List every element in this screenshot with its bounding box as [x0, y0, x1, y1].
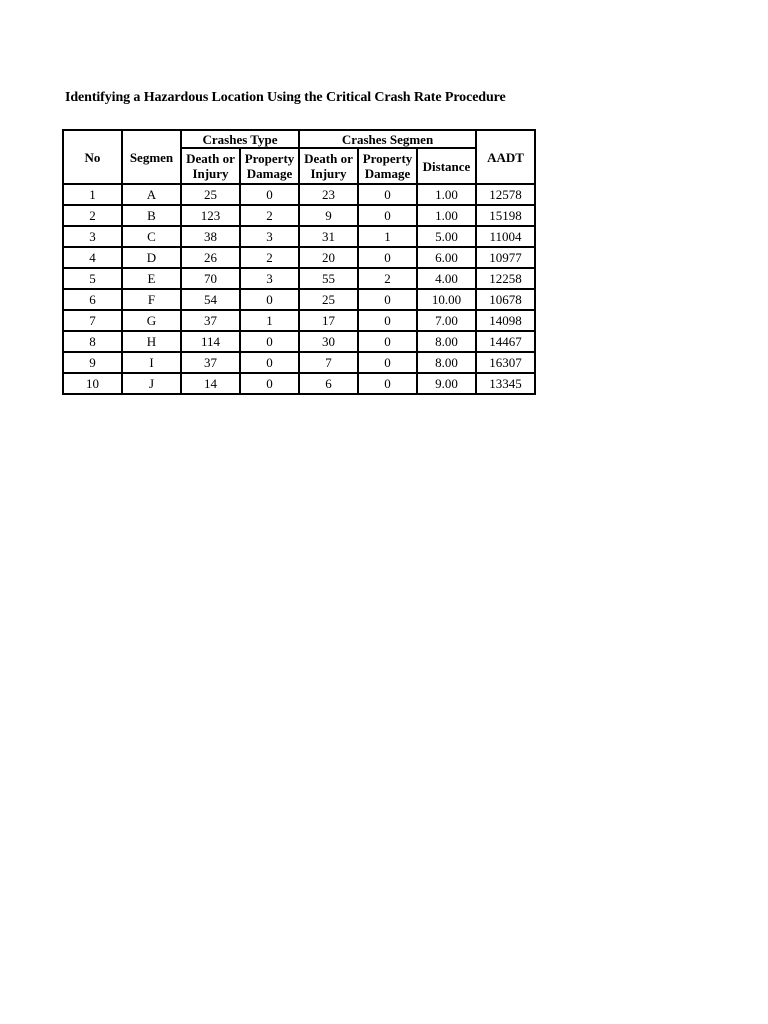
table-row — [63, 289, 535, 310]
cell-segment: D — [122, 247, 181, 268]
table-row — [63, 268, 535, 289]
cell-no: 7 — [63, 310, 122, 331]
cell-segment: A — [122, 184, 181, 205]
cell-aadt: 11004 — [476, 226, 535, 247]
cell-distance: 1.00 — [417, 205, 476, 226]
cell-type-property-damage: 0 — [240, 352, 299, 373]
cell-distance: 10.00 — [417, 289, 476, 310]
cell-type-death-injury: 54 — [181, 289, 240, 310]
cell-type-death-injury: 38 — [181, 226, 240, 247]
cell-no: 9 — [63, 352, 122, 373]
cell-segment: F — [122, 289, 181, 310]
cell-segment-property-damage: 0 — [358, 310, 417, 331]
cell-type-death-injury: 70 — [181, 268, 240, 289]
table-row — [63, 331, 535, 352]
cell-segment-death-injury: 31 — [299, 226, 358, 247]
cell-distance: 4.00 — [417, 268, 476, 289]
cell-segment-death-injury: 30 — [299, 331, 358, 352]
header-segment-property-damage: Property Damage — [358, 148, 417, 184]
cell-type-property-damage: 2 — [240, 247, 299, 268]
cell-segment-property-damage: 1 — [358, 226, 417, 247]
table-body — [63, 184, 535, 394]
cell-distance: 8.00 — [417, 331, 476, 352]
cell-distance: 1.00 — [417, 184, 476, 205]
cell-type-property-damage: 1 — [240, 310, 299, 331]
cell-no: 3 — [63, 226, 122, 247]
cell-segment-death-injury: 55 — [299, 268, 358, 289]
header-crashes-type: Crashes Type — [181, 130, 299, 148]
table-row — [63, 226, 535, 247]
cell-segment-death-injury: 7 — [299, 352, 358, 373]
cell-aadt: 12258 — [476, 268, 535, 289]
table-row — [63, 352, 535, 373]
header-segment: Segmen — [122, 130, 181, 184]
table-row — [63, 373, 535, 394]
cell-type-property-damage: 3 — [240, 268, 299, 289]
cell-segment-death-injury: 20 — [299, 247, 358, 268]
cell-aadt: 10977 — [476, 247, 535, 268]
cell-type-death-injury: 37 — [181, 310, 240, 331]
cell-segment: I — [122, 352, 181, 373]
header-distance: Distance — [417, 148, 476, 184]
cell-segment-death-injury: 6 — [299, 373, 358, 394]
cell-type-property-damage: 0 — [240, 289, 299, 310]
cell-type-property-damage: 2 — [240, 205, 299, 226]
cell-segment-death-injury: 23 — [299, 184, 358, 205]
cell-type-death-injury: 26 — [181, 247, 240, 268]
cell-no: 10 — [63, 373, 122, 394]
cell-segment-property-damage: 0 — [358, 205, 417, 226]
header-aadt: AADT — [476, 130, 535, 184]
cell-segment-death-injury: 25 — [299, 289, 358, 310]
cell-segment-property-damage: 0 — [358, 184, 417, 205]
cell-no: 8 — [63, 331, 122, 352]
header-type-death-injury: Death or Injury — [181, 148, 240, 184]
cell-segment: H — [122, 331, 181, 352]
cell-type-death-injury: 37 — [181, 352, 240, 373]
cell-aadt: 13345 — [476, 373, 535, 394]
crash-data-table — [62, 129, 536, 395]
cell-type-property-damage: 0 — [240, 331, 299, 352]
cell-segment-death-injury: 17 — [299, 310, 358, 331]
cell-type-property-damage: 0 — [240, 184, 299, 205]
cell-no: 5 — [63, 268, 122, 289]
cell-segment-property-damage: 0 — [358, 247, 417, 268]
cell-distance: 7.00 — [417, 310, 476, 331]
cell-aadt: 14467 — [476, 331, 535, 352]
cell-aadt: 15198 — [476, 205, 535, 226]
cell-type-death-injury: 25 — [181, 184, 240, 205]
cell-segment-property-damage: 0 — [358, 289, 417, 310]
cell-type-property-damage: 0 — [240, 373, 299, 394]
cell-segment-property-damage: 0 — [358, 373, 417, 394]
cell-no: 2 — [63, 205, 122, 226]
table-header — [63, 130, 535, 184]
cell-segment-property-damage: 0 — [358, 352, 417, 373]
cell-distance: 9.00 — [417, 373, 476, 394]
cell-type-property-damage: 3 — [240, 226, 299, 247]
header-crashes-segment: Crashes Segmen — [299, 130, 476, 148]
table-row — [63, 184, 535, 205]
cell-aadt: 12578 — [476, 184, 535, 205]
cell-no: 4 — [63, 247, 122, 268]
cell-segment-property-damage: 2 — [358, 268, 417, 289]
cell-type-death-injury: 123 — [181, 205, 240, 226]
table-row — [63, 310, 535, 331]
cell-distance: 6.00 — [417, 247, 476, 268]
cell-aadt: 10678 — [476, 289, 535, 310]
table-row — [63, 205, 535, 226]
cell-aadt: 16307 — [476, 352, 535, 373]
cell-segment-property-damage: 0 — [358, 331, 417, 352]
cell-segment: B — [122, 205, 181, 226]
cell-no: 6 — [63, 289, 122, 310]
cell-distance: 8.00 — [417, 352, 476, 373]
header-segment-death-injury: Death or Injury — [299, 148, 358, 184]
cell-segment-death-injury: 9 — [299, 205, 358, 226]
table-row — [63, 247, 535, 268]
cell-type-death-injury: 14 — [181, 373, 240, 394]
cell-type-death-injury: 114 — [181, 331, 240, 352]
cell-distance: 5.00 — [417, 226, 476, 247]
cell-no: 1 — [63, 184, 122, 205]
cell-segment: J — [122, 373, 181, 394]
header-type-property-damage: Property Damage — [240, 148, 299, 184]
cell-aadt: 14098 — [476, 310, 535, 331]
header-no: No — [63, 130, 122, 184]
page-title: Identifying a Hazardous Location Using the Critical Crash Rate Procedure — [65, 90, 506, 105]
cell-segment: G — [122, 310, 181, 331]
cell-segment: C — [122, 226, 181, 247]
cell-segment: E — [122, 268, 181, 289]
